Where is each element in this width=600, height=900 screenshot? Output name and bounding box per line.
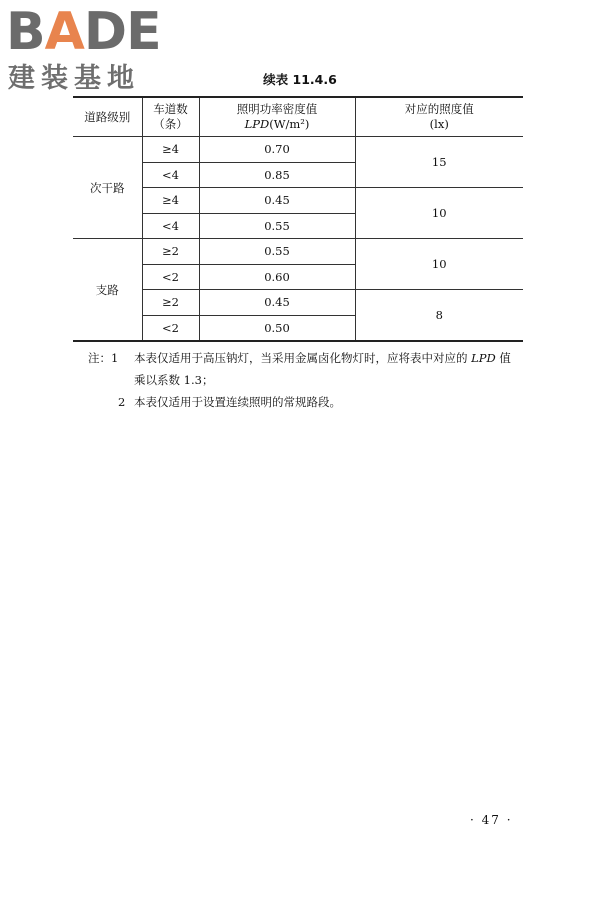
lanes-cell: ≥2 xyxy=(142,290,199,316)
header-lpd: 照明功率密度值 LPD(W/m²) xyxy=(199,97,355,137)
table-row xyxy=(73,137,523,163)
road-class-cell: 次干路 xyxy=(73,137,142,239)
note-1-text: 本表仅适用于高压钠灯，当采用金属卤化物灯时，应将表中对应的 LPD 值 xyxy=(134,351,511,365)
header-illuminance: 对应的照度值 (lx) xyxy=(355,97,523,137)
table-header-row xyxy=(73,97,523,137)
lanes-cell: ≥2 xyxy=(142,239,199,265)
lpd-table xyxy=(73,96,523,342)
header-lanes: 车道数 （条） xyxy=(142,97,199,137)
logo-subtitle: 建装基地 xyxy=(8,63,140,94)
illuminance-cell: 15 xyxy=(355,137,523,188)
table-caption: 续表 11.4.6 xyxy=(263,72,337,87)
road-class-cell: 支路 xyxy=(73,239,142,342)
lanes-cell: <4 xyxy=(142,213,199,239)
logo-wordmark: BADE xyxy=(6,2,161,62)
lpd-cell: 0.60 xyxy=(199,264,355,290)
lpd-cell: 0.50 xyxy=(199,315,355,341)
lanes-cell: ≥4 xyxy=(142,137,199,163)
lpd-cell: 0.85 xyxy=(199,162,355,188)
note-1 xyxy=(88,347,528,369)
note-2 xyxy=(88,391,528,413)
illuminance-cell: 10 xyxy=(355,239,523,290)
note-2-text: 本表仅适用于设置连续照明的常规路段。 xyxy=(134,395,341,409)
lanes-cell: <2 xyxy=(142,315,199,341)
lpd-cell: 0.55 xyxy=(199,239,355,265)
illuminance-cell: 8 xyxy=(355,290,523,342)
lanes-cell: ≥4 xyxy=(142,188,199,214)
table-row xyxy=(73,239,523,265)
table-notes xyxy=(88,347,528,413)
lpd-cell: 0.45 xyxy=(199,290,355,316)
illuminance-cell: 10 xyxy=(355,188,523,239)
note-1-prefix: 注：1 xyxy=(88,351,119,365)
note-1-continuation: 乘以系数 1.3； xyxy=(134,373,214,387)
lanes-cell: <4 xyxy=(142,162,199,188)
lanes-cell: <2 xyxy=(142,264,199,290)
header-road-class: 道路级别 xyxy=(73,97,142,137)
note-2-number: 2 xyxy=(118,395,126,409)
lpd-cell: 0.70 xyxy=(199,137,355,163)
page-number: · 47 · xyxy=(470,813,513,827)
lpd-cell: 0.45 xyxy=(199,188,355,214)
lpd-cell: 0.55 xyxy=(199,213,355,239)
